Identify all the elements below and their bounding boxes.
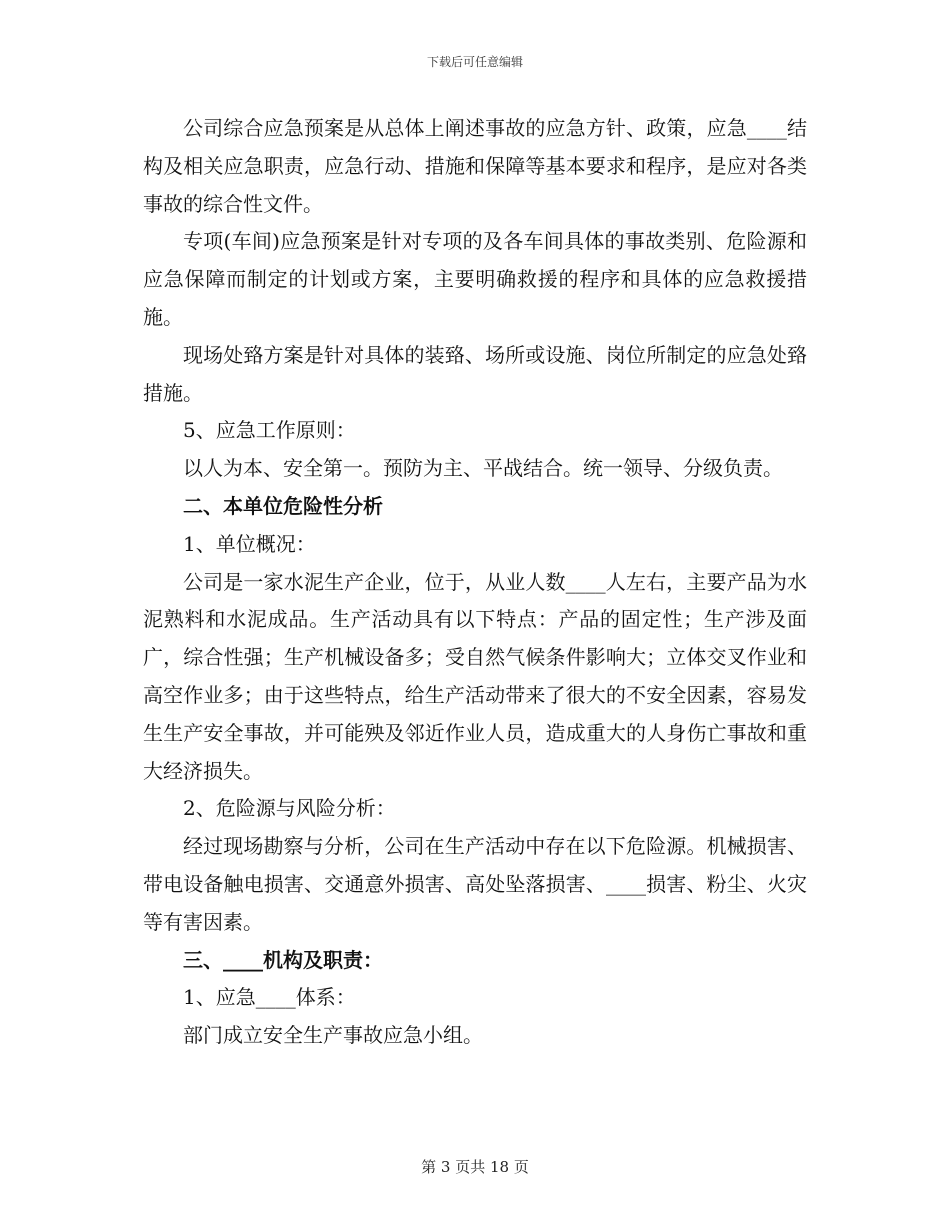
paragraph-comprehensive-plan: 公司综合应急预案是从总体上阐述事故的应急方针、政策，应急____结构及相关应急职责，应急行动、措施和保障等基本要求和程序，是应对各类事故的综合性文件。 (143, 116, 807, 216)
paragraph-onsite-plan: 现场处臵方案是针对具体的装臵、场所或设施、岗位所制定的应急处臵措施。 (143, 342, 807, 405)
page-header: 下载后可任意编辑 (426, 55, 523, 69)
paragraph-unit-overview: 公司是一家水泥生产企业，位于，从业人数____人左右，主要产品为水泥熟料和水泥成品。生产活动具有以下特点：产品的固定性；生产涉及面广，综合性强；生产机械设备多；受自然气候条件影响大；立体交叉作业和高空作业多；由于这些特点，给生产活动带来了很大的不安全因素，容易发生生产安全事故，并可能殃及邻近作业人员，造成重大的人身伤亡事故和重大经济损失。 (143, 569, 807, 783)
paragraph-principles: 以人为本、安全第一。预防为主、平战结合。统一领导、分级负责。 (183, 456, 783, 481)
paragraph-hazard-analysis: 经过现场勘察与分析，公司在生产活动中存在以下危险源。机械损害、带电设备触电损害、交通意外损害、高处坠落损害、____损害、粉尘、火灾等有害因素。 (143, 834, 807, 934)
heading-work-principles: 5、应急工作原则： (183, 418, 356, 443)
page-footer: 第 3 页共 18 页 (421, 1158, 529, 1176)
section-heading-risk-analysis: 二、本单位危险性分析 (183, 493, 383, 518)
section-heading-organization: 三、____机构及职责： (183, 947, 383, 972)
heading-hazard-analysis: 2、危险源与风险分析： (183, 796, 396, 821)
heading-emergency-system: 1、应急____体系： (183, 985, 356, 1010)
paragraph-special-plan: 专项(车间)应急预案是针对专项的及各车间具体的事故类别、危险源和应急保障而制定的计划或方案，主要明确救援的程序和具体的应急救援措施。 (143, 229, 807, 329)
heading-unit-overview: 1、单位概况： (183, 531, 316, 556)
paragraph-emergency-team: 部门成立安全生产事故应急小组。 (183, 1023, 483, 1048)
document-body (143, 110, 807, 1055)
